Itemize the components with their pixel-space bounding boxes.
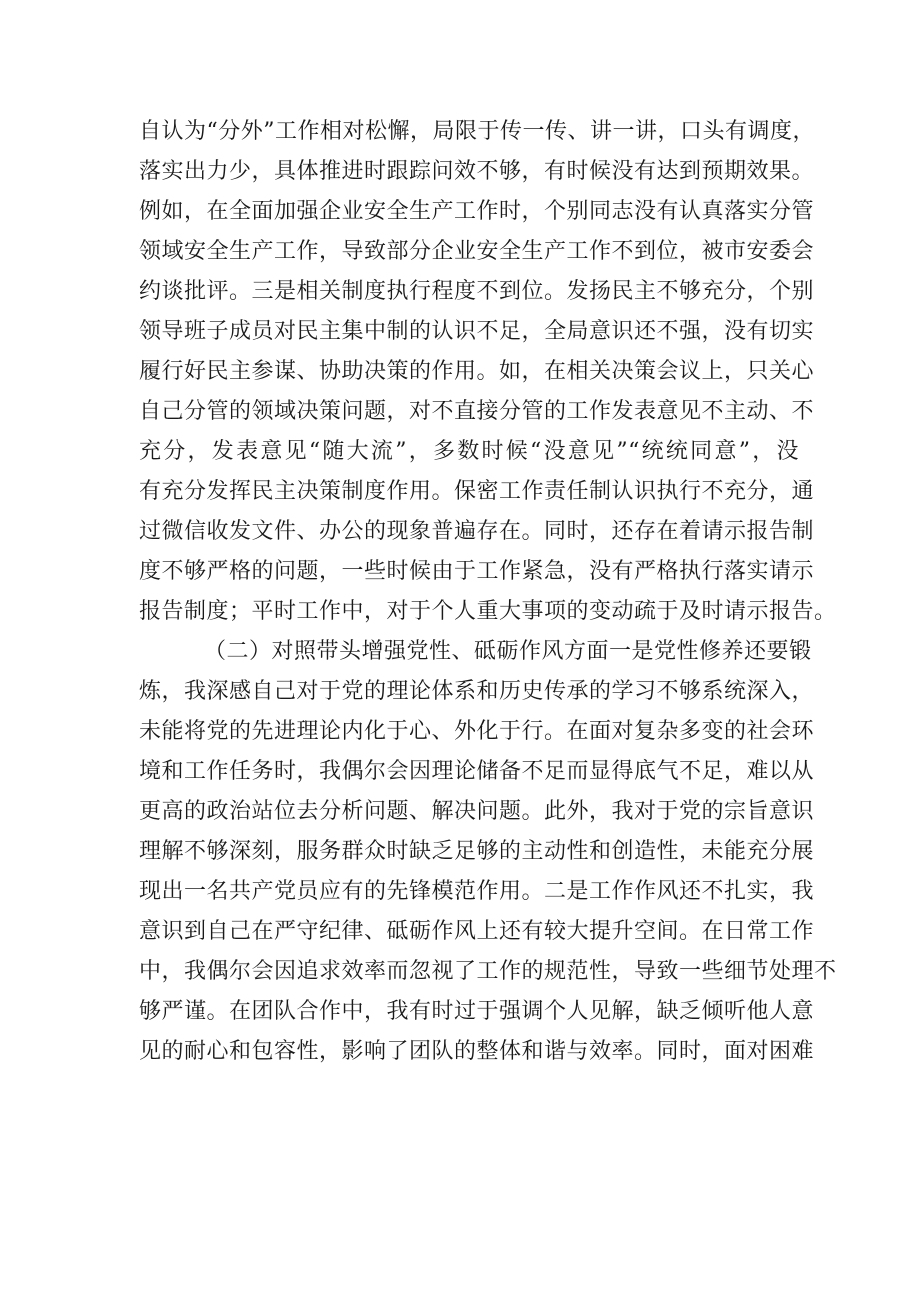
text-line: 度不够严格的问题，一些时候由于工作紧急，没有严格执行落实请示	[139, 559, 815, 584]
text-line: 履行好民主参谋、协助决策的作用。如，在相关决策会议上，只关心	[139, 359, 815, 384]
text-line: 报告制度；平时工作中，对于个人重大事项的变动疏于及时请示报告。	[139, 599, 837, 624]
text-line: 领导班子成员对民主集中制的认识不足，全局意识还不强，没有切实	[139, 319, 815, 344]
text-line: 充分，发表意见“随大流”，多数时候“没意见”“统统同意”，没	[139, 439, 799, 464]
text-line: 见的耐心和包容性，影响了团队的整体和谐与效率。同时，面对困难	[139, 1039, 815, 1064]
text-line: 意识到自己在严守纪律、砥砺作风上还有较大提升空间。在日常工作	[139, 919, 815, 944]
text-line: 中，我偶尔会因追求效率而忽视了工作的规范性，导致一些细节处理不	[139, 959, 837, 984]
text-line: 领域安全生产工作，导致部分企业安全生产工作不到位，被市安委会	[139, 239, 815, 264]
text-line: 落实出力少，具体推进时跟踪问效不够，有时候没有达到预期效果。	[139, 159, 815, 184]
text-line: 过微信收发文件、办公的现象普遍存在。同时，还存在着请示报告制	[139, 519, 815, 544]
text-line: 有充分发挥民主决策制度作用。保密工作责任制认识执行不充分，通	[139, 479, 815, 504]
section-heading-line: （二）对照带头增强党性、砥砺作风方面一是党性修养还要锻	[204, 639, 812, 664]
text-line: 够严谨。在团队合作中，我有时过于强调个人见解，缺乏倾听他人意	[139, 999, 815, 1024]
text-line: 更高的政治站位去分析问题、解决问题。此外，我对于党的宗旨意识	[139, 799, 815, 824]
text-line: 自己分管的领域决策问题，对不直接分管的工作发表意见不主动、不	[139, 399, 815, 424]
text-line: 现出一名共产党员应有的先锋模范作用。二是工作作风还不扎实，我	[139, 879, 815, 904]
text-line: 境和工作任务时，我偶尔会因理论储备不足而显得底气不足，难以从	[139, 759, 815, 784]
text-line: 未能将党的先进理论内化于心、外化于行。在面对复杂多变的社会环	[139, 719, 815, 744]
text-line: 理解不够深刻，服务群众时缺乏足够的主动性和创造性，未能充分展	[139, 839, 815, 864]
text-line: 自认为“分外”工作相对松懈，局限于传一传、讲一讲，口头有调度，	[139, 119, 815, 144]
text-line: 例如，在全面加强企业安全生产工作时，个别同志没有认真落实分管	[139, 199, 815, 224]
text-line: 约谈批评。三是相关制度执行程度不到位。发扬民主不够充分，个别	[139, 279, 815, 304]
text-line: 炼，我深感自己对于党的理论体系和历史传承的学习不够系统深入，	[139, 679, 815, 704]
